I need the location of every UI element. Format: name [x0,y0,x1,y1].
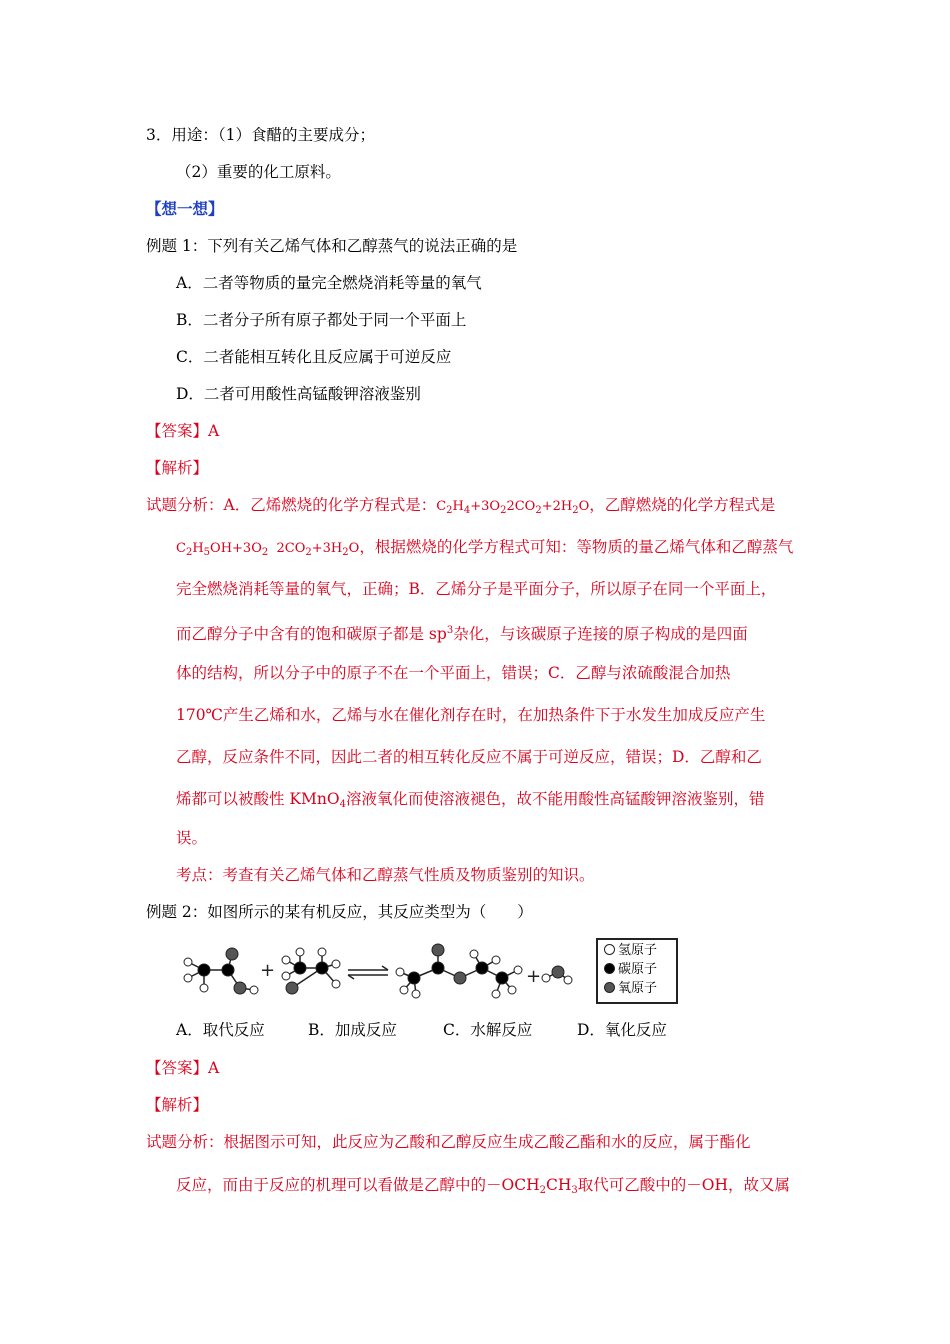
example2-analysis-line-2: 反应，而由于反应的机理可以看做是乙醇中的$-OCH_2CH_3$取代可乙酸中的－OH，故又属 [176,1176,790,1196]
legend-carbon: 碳原子 [604,962,657,978]
example1-analysis-line-2: $C_2H_5OH+3O_2$ $2CO_2+3H_2O$，根据燃烧的化学方程式可知：等物质的量乙烯气体和乙醇蒸气 [176,538,794,558]
example1-question: 例题 1：下列有关乙烯气体和乙醇蒸气的说法正确的是 [146,237,518,255]
example1-analysis-line-6: 170℃产生乙烯和水，乙烯与水在催化剂存在时，在加热条件下于水发生加成反应产生 [176,706,766,724]
equation-ethanol: $C_2H_5OH+3O_2$ $2CO_2+3H_2O$ [176,541,360,558]
example1-analysis-line-1: 试题分析：A．乙烯燃烧的化学方程式是：$C_2H_4+3O_22CO_2+2H_2O$，乙醇燃烧的化学方程式是 [146,496,776,516]
example2-analysis-line-1: 试题分析：根据图示可知，此反应为乙酸和乙醇反应生成乙酸乙酯和水的反应，属于酯化 [146,1133,751,1151]
hydrogen-atom-icon [604,944,615,955]
example1-option-d: D．二者可用酸性高锰酸钾溶液鉴别 [176,385,421,403]
example2-answer: 【答案】A [146,1059,220,1077]
example1-analysis-line-4: 而乙醇分子中含有的饱和碳原子都是 $sp^3$杂化，与该碳原子连接的原子构成的是四面 [176,625,748,643]
example1-option-b: B．二者分子所有原子都处于同一个平面上 [176,311,467,329]
example2-option-a: A．取代反应 [176,1021,265,1039]
oxygen-atom-icon [604,982,615,993]
reaction-diagram [176,938,626,1008]
example1-analysis-line-9: 误。 [176,829,208,847]
example1-option-c: C．二者能相互转化且反应属于可逆反应 [176,348,452,366]
diagram-legend [596,938,678,1004]
legend-hydrogen: 氢原子 [604,943,657,959]
plus-sign-2: + [526,966,542,987]
example1-answer: 【答案】A [146,422,220,440]
example2-analysis-header: 【解析】 [146,1096,209,1114]
think-header: 【想一想】 [146,199,224,218]
example2-option-c: C．水解反应 [443,1021,533,1039]
example2-question: 例题 2：如图所示的某有机反应，其反应类型为（ ） [146,903,533,921]
legend-oxygen: 氧原子 [604,981,657,997]
carbon-atom-icon [604,963,615,974]
equilibrium-arrow [348,966,388,979]
usage-line-2: （2）重要的化工原料。 [176,163,341,181]
example1-analysis-line-5: 体的结构，所以分子中的原子不在一个平面上，错误；C．乙醇与浓硫酸混合加热 [176,664,731,682]
example2-option-b: B．加成反应 [308,1021,397,1039]
example1-analysis-line-3: 完全燃烧消耗等量的氧气，正确；B．乙烯分子是平面分子，所以原子在同一个平面上， [176,580,777,598]
example2-option-d: D．氧化反应 [577,1021,667,1039]
example1-kaodian: 考点：考查有关乙烯气体和乙醇蒸气性质及物质鉴别的知识。 [176,866,595,884]
example1-analysis-line-7: 乙醇，反应条件不同，因此二者的相互转化反应不属于可逆反应，错误；D．乙醇和乙 [176,748,762,766]
usage-line-1: 3．用途：（1）食醋的主要成分； [146,126,375,144]
atoms [184,944,572,998]
example1-option-a: A．二者等物质的量完全燃烧消耗等量的氧气 [176,274,482,292]
equation-ethylene: $C_2H_4+3O_22CO_2+2H_2O$ [436,499,590,516]
example1-analysis-line-8: 烯都可以被酸性 KMnO$_4$溶液氧化而使溶液褪色，故不能用酸性高锰酸钾溶液鉴别，错 [176,790,765,810]
example1-analysis-header: 【解析】 [146,459,209,477]
plus-sign-1: + [260,960,276,981]
